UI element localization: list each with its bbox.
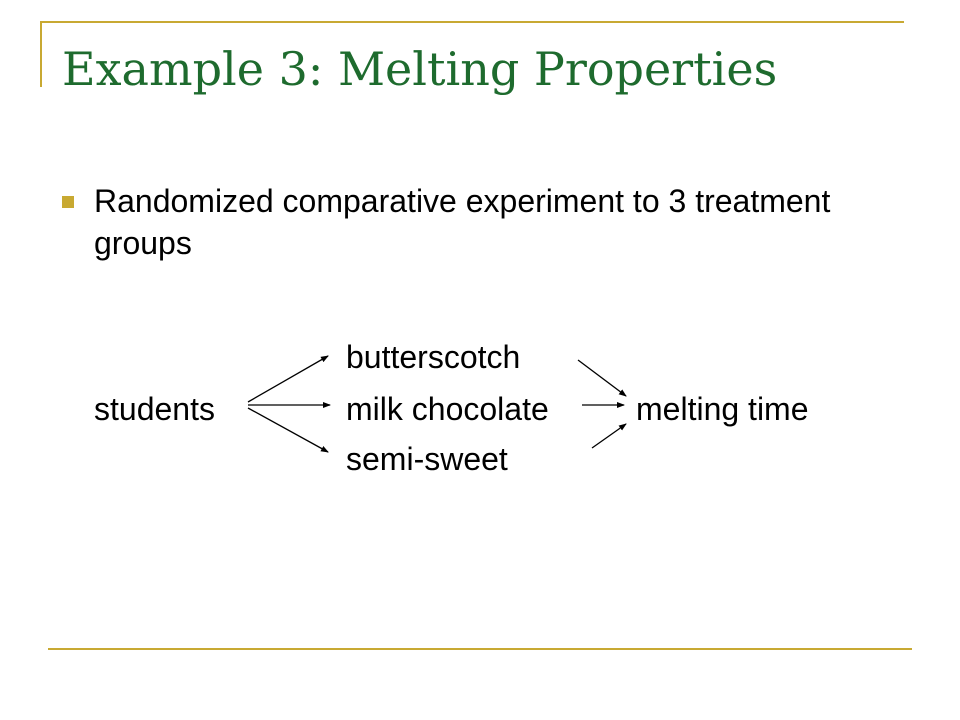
- source-label: students: [94, 391, 215, 427]
- arrow-to-semi-sweet: [248, 408, 328, 452]
- treatment-butterscotch: butterscotch: [346, 339, 521, 375]
- treatment-milk-chocolate: milk chocolate: [346, 391, 549, 427]
- arrow-to-butterscotch: [248, 356, 328, 402]
- slide-title: Example 3: Melting Properties: [62, 42, 778, 96]
- response-label: melting time: [636, 391, 809, 427]
- bullet-text: Randomized comparative experiment to 3 treatment groups: [94, 183, 831, 261]
- arrow-butterscotch-to-response: [578, 360, 626, 396]
- treatment-semi-sweet: semi-sweet: [346, 441, 508, 477]
- arrow-semi-sweet-to-response: [592, 424, 626, 448]
